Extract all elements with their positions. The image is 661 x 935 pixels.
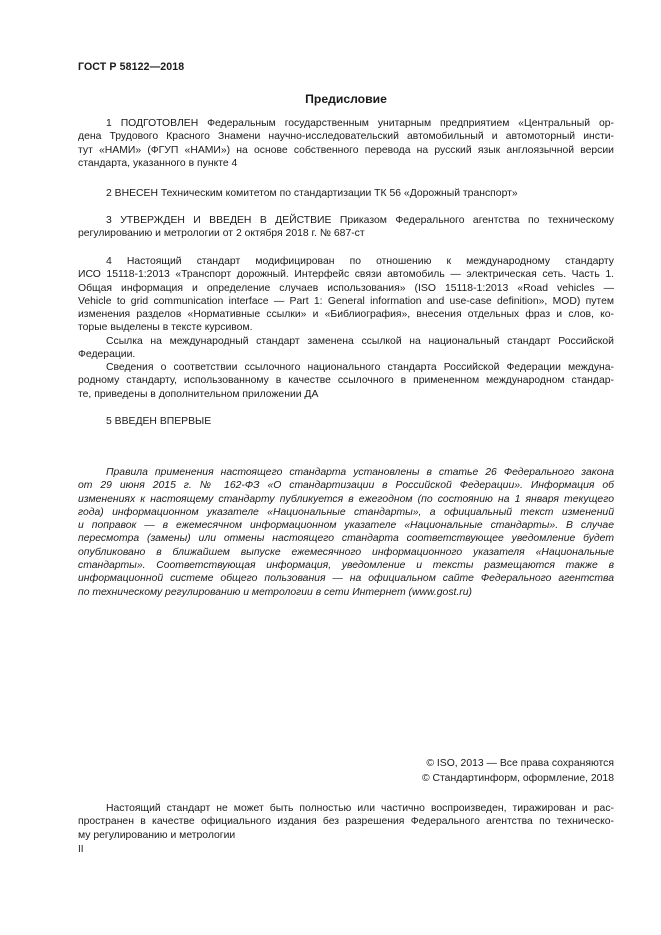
text-line: 1 ПОДГОТОВЛЕН Федеральным государственным унитарным предприятием «Центральный ор- (106, 118, 614, 129)
text-line: и поправок — в ежемесячном информационном указателе «Национальные стандарты». В случае (78, 520, 614, 532)
text-line: изменения разделов «Нормативные ссылки» и «Библиография», внесения отдельных фраз и слов, ко- (78, 309, 614, 321)
page-title: Предисловие (305, 92, 387, 106)
copyright-iso: © ISO, 2013 — Все права сохраняются (426, 758, 614, 769)
section-4-correspondence-note (78, 361, 614, 401)
text-line: информационной системе общего пользования — на официальном сайте Федерального агентства (78, 573, 614, 585)
text-line: Правила применения настоящего стандарта установлены в статье 26 Федерального закона (106, 467, 614, 478)
standard-application-notice (78, 466, 614, 599)
section-1 (78, 117, 614, 170)
section-4-reference-note (78, 335, 614, 362)
text-line: пространен в качестве официального издания без разрешения Федерального агентства по техническо- (78, 816, 614, 828)
text-line: Общая информация и определение случаев использования» (ISO 15118-1:2013 «Road vehicles — (78, 282, 614, 294)
text-line: те, приведены в дополнительном приложении ДА (78, 388, 319, 400)
section-5 (78, 415, 614, 428)
text-line: пересмотра (замены) или отмены настоящего стандарта соответствующее уведомление будет (78, 533, 614, 545)
text-line: Сведения о соответствии ссылочного национального стандарта Российской Федерации междуна- (106, 362, 614, 373)
section-4 (78, 255, 614, 335)
section-3 (78, 214, 614, 241)
page-number: II (78, 844, 84, 855)
copyright-standartinform: © Стандартинформ, оформление, 2018 (421, 773, 614, 784)
reproduction-notice (78, 802, 614, 842)
text-line: Vehicle to grid communication interface — Part 1: General information and use-case definition», MOD) путем (78, 295, 614, 307)
text-line: 2 ВНЕСЕН Техническим комитетом по стандартизации ТК 56 «Дорожный транспорт» (106, 188, 518, 199)
text-line: по техническому регулированию и метрологии в сети Интернет (www.gost.ru) (78, 586, 472, 598)
text-line: родному стандарту, использованному в качестве ссылочного в примененном международном стандар- (78, 375, 614, 387)
text-line: стандарта, указанного в пункте 4 (78, 157, 238, 169)
text-line: му регулированию и метрологии (78, 829, 236, 841)
text-line: изменениях к настоящему стандарту публикуется в ежегодном (по состоянию на 1 января текущего (78, 493, 614, 505)
text-line: года) информационном указателе «Национальные стандарты», а официальный текст изменений (78, 506, 614, 518)
document-code: ГОСТ Р 58122—2018 (78, 61, 185, 73)
text-line: 3 УТВЕРЖДЕН И ВВЕДЕН В ДЕЙСТВИЕ Приказом Федерального агентства по техническому (106, 215, 614, 226)
text-line: стандарты». Соответствующая информация, уведомление и тексты размещаются также в (78, 560, 614, 572)
text-line: торые выделены в тексте курсивом. (78, 322, 253, 334)
section-2 (78, 187, 614, 200)
text-line: опубликовано в ближайшем выпуске ежемесячного информационного указателя «Национальные (78, 546, 614, 558)
text-line: Ссылка на международный стандарт заменена ссылкой на национальный стандарт Российской (106, 336, 614, 347)
text-line: регулированию и метрологии от 2 октября 2018 г. № 687-ст (78, 228, 365, 240)
text-line: дена Трудового Красного Знамени научно-исследовательский автомобильный и автомоторный инсти- (78, 131, 614, 143)
text-line: Настоящий стандарт не может быть полностью или частично воспроизведен, тиражирован и рас- (106, 803, 614, 814)
text-line: 4 Настоящий стандарт модифицирован по отношению к международному стандарту (106, 256, 614, 267)
text-line: 5 ВВЕДЕН ВПЕРВЫЕ (106, 416, 212, 427)
text-line: ИСО 15118-1:2013 «Транспорт дорожный. Интерфейс связи автомобиль — электрическая сеть. Часть 1. (78, 269, 614, 281)
text-line: от 29 июня 2015 г. № 162-ФЗ «О стандартизации в Российской Федерации». Информация об (78, 480, 614, 492)
text-line: Федерации. (78, 349, 136, 361)
text-line: тут «НАМИ» (ФГУП «НАМИ») на основе собственного перевода на русский язык англоязычной версии (78, 144, 614, 156)
